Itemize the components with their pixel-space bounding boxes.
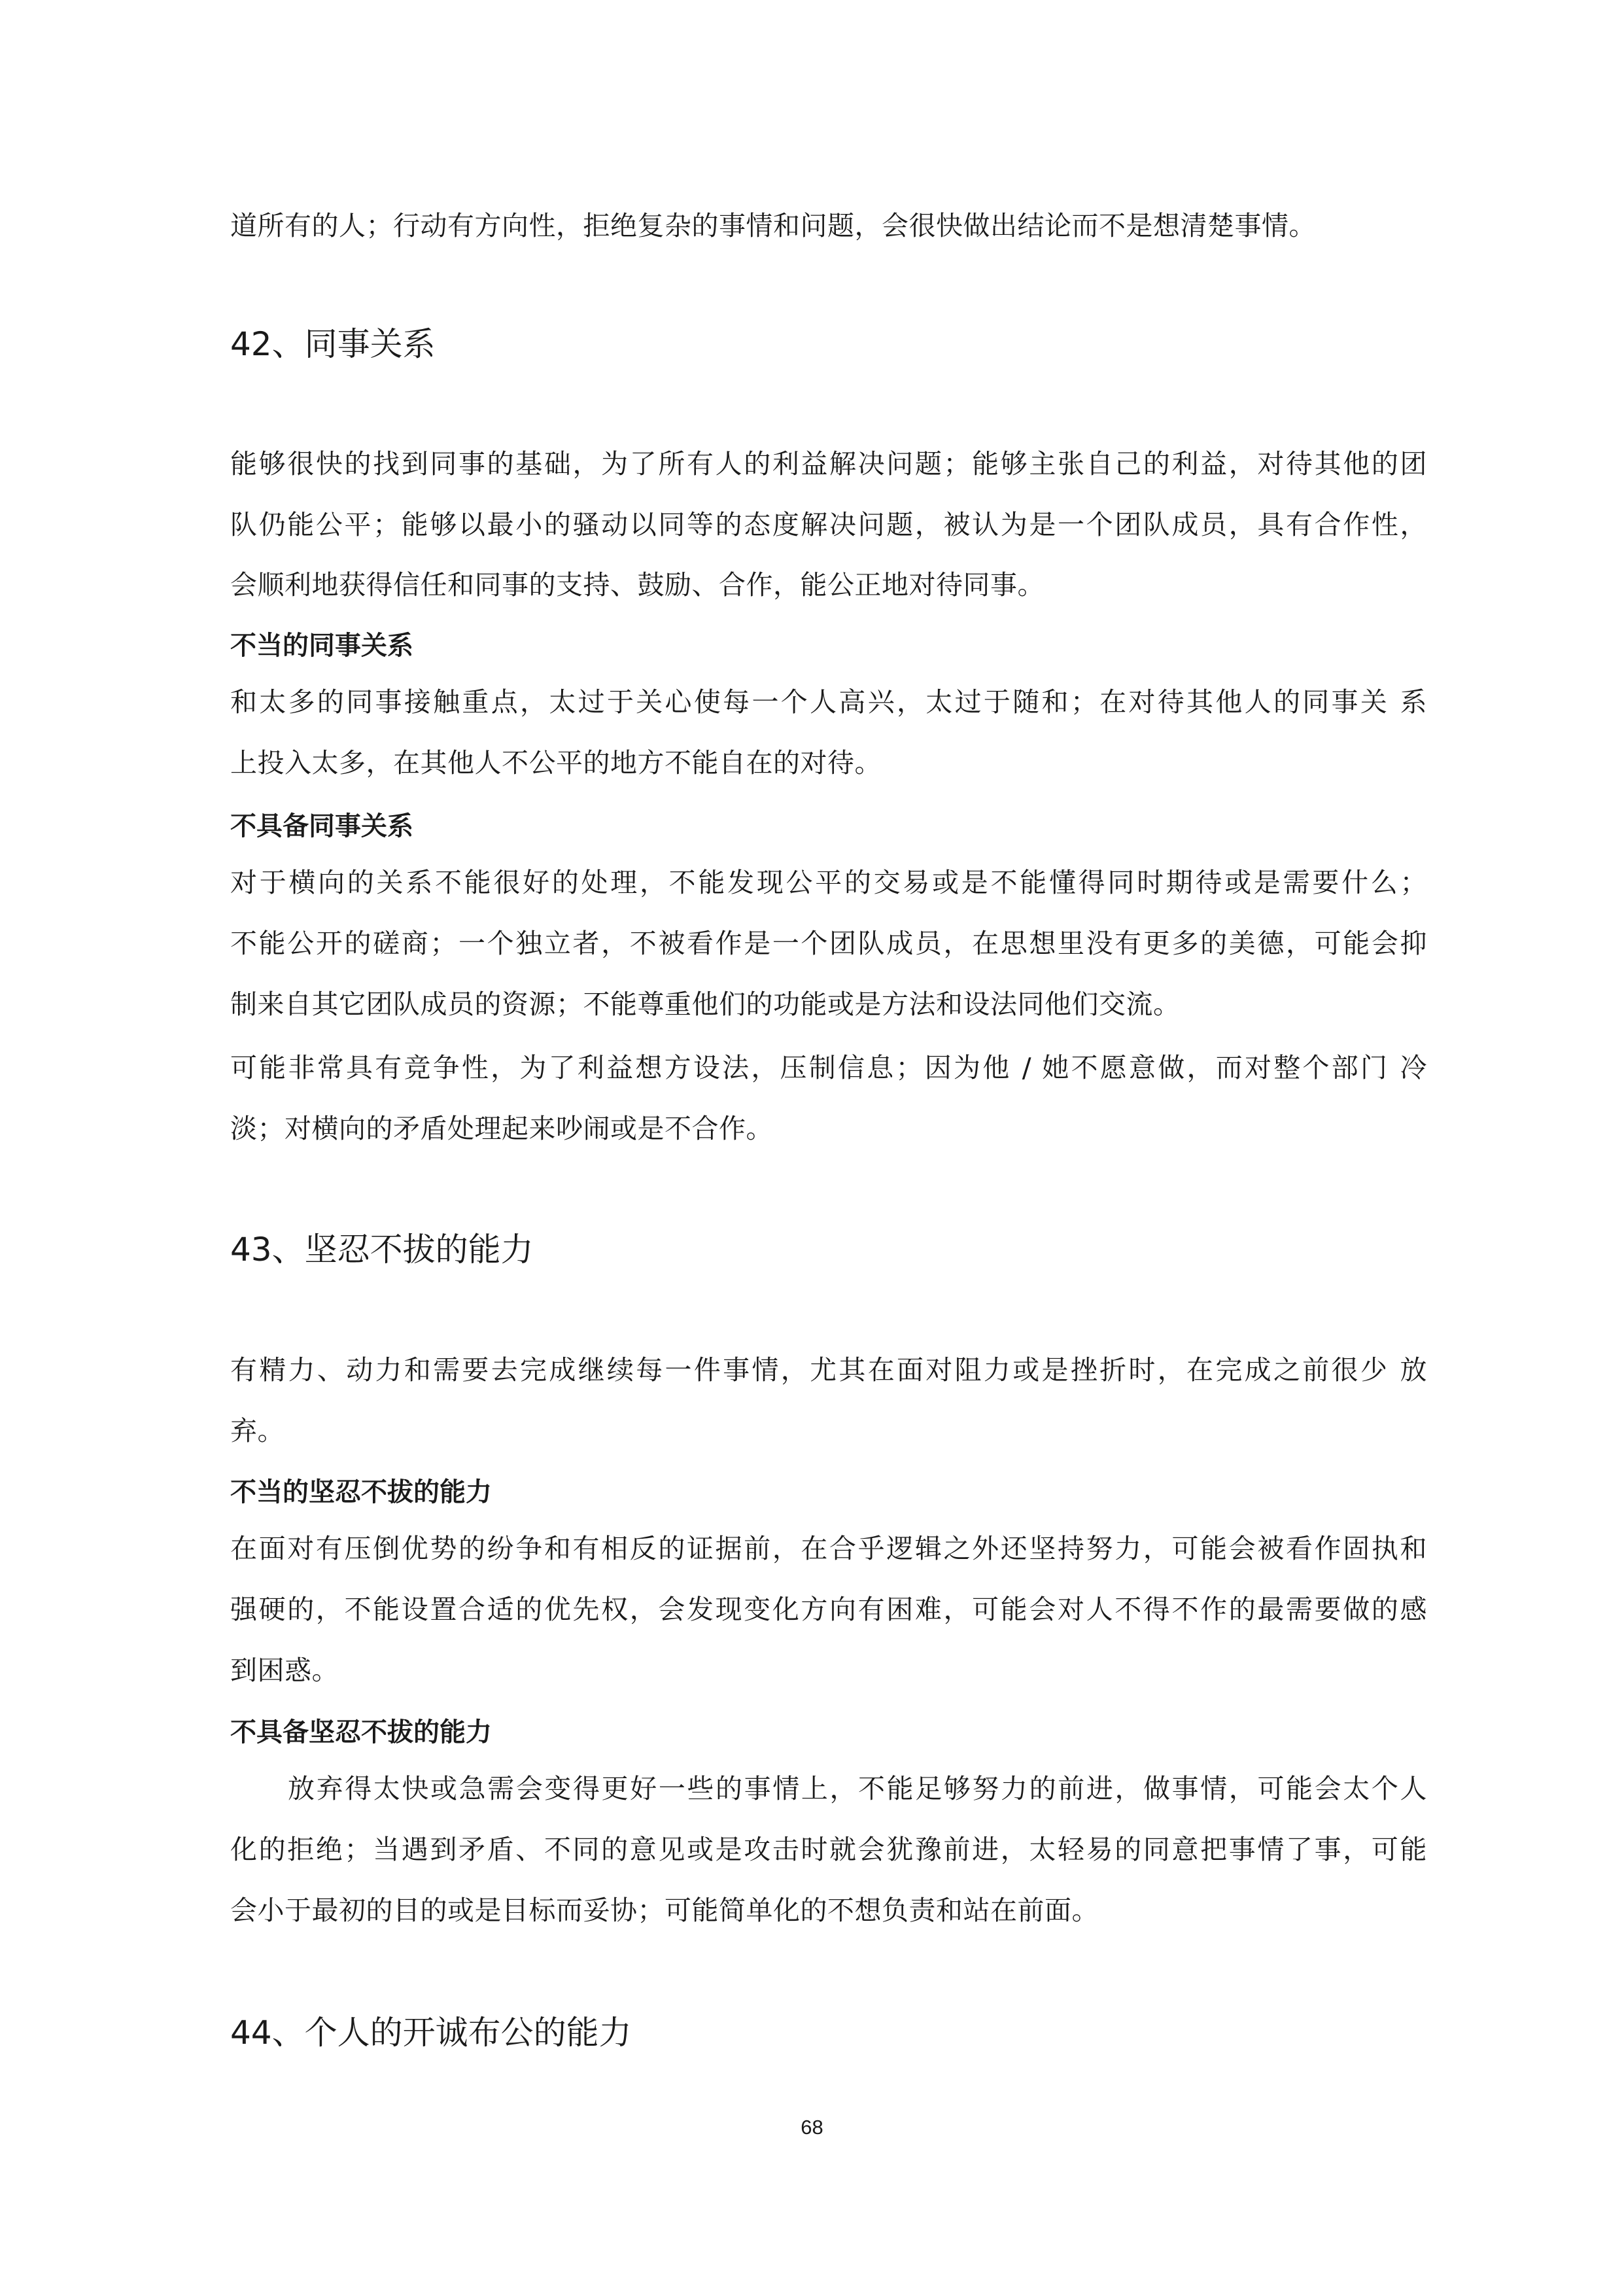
section-42-lacking-line-1: 对于横向的关系不能很好的处理，不能发现公平的交易或是不能懂得同时期待或是需要什么； bbox=[230, 867, 1427, 898]
section-43-lacking-line-3: 会小于最初的目的或是目标而妥协；可能简单化的不想负责和站在前面。 bbox=[230, 1895, 1099, 1926]
section-42-lacking2-line-2: 淡；对横向的矛盾处理起来吵闹或是不合作。 bbox=[230, 1113, 773, 1144]
section-43-heading: 43、坚忍不拔的能力 bbox=[230, 1231, 534, 1269]
section-43-subheading-improper: 不当的坚忍不拔的能力 bbox=[230, 1477, 492, 1507]
section-43-lacking-line-1: 放弃得太快或急需会变得更好一些的事情上，不能足够努力的前进，做事情，可能会太个人 bbox=[288, 1773, 1427, 1804]
section-43-subheading-lacking: 不具备坚忍不拔的能力 bbox=[230, 1717, 492, 1747]
section-44-heading: 44、个人的开诚布公的能力 bbox=[230, 2014, 632, 2052]
section-43-lacking-line-2: 化的拒绝；当遇到矛盾、不同的意见或是攻击时就会犹豫前进，太轻易的同意把事情了事，可能 bbox=[230, 1834, 1427, 1865]
section-42-lacking-line-2: 不能公开的磋商；一个独立者，不被看作是一个团队成员，在思想里没有更多的美德，可能会抑 bbox=[230, 928, 1427, 959]
section-43-para-line-2: 弃。 bbox=[230, 1415, 285, 1446]
section-42-subheading-lacking: 不具备同事关系 bbox=[230, 811, 413, 841]
section-42-lacking-line-3: 制来自其它团队成员的资源；不能尊重他们的功能或是方法和设法同他们交流。 bbox=[230, 989, 1181, 1020]
section-42-heading: 42、同事关系 bbox=[230, 325, 436, 363]
section-42-para-line-2: 队仍能公平；能够以最小的骚动以同等的态度解决问题，被认为是一个团队成员，具有合作性， bbox=[230, 509, 1427, 540]
section-42-para-line-3: 会顺利地获得信任和同事的支持、鼓励、合作，能公正地对待同事。 bbox=[230, 569, 1045, 601]
section-42-improper-line-1: 和太多的同事接触重点，太过于关心使每一个人高兴，太过于随和；在对待其他人的同事关 系 bbox=[230, 686, 1427, 718]
section-42-improper-line-2: 上投入太多，在其他人不公平的地方不能自在的对待。 bbox=[230, 747, 882, 779]
section-43-para-line-1: 有精力、动力和需要去完成继续每一件事情，尤其在面对阻力或是挫折时，在完成之前很少 放 bbox=[230, 1354, 1427, 1386]
section-43-improper-line-2: 强硬的，不能设置合适的优先权，会发现变化方向有困难，可能会对人不得不作的最需要做的感 bbox=[230, 1594, 1427, 1625]
section-43-improper-line-1: 在面对有压倒优势的纷争和有相反的证据前，在合乎逻辑之外还坚持努力，可能会被看作固执和 bbox=[230, 1533, 1427, 1564]
section-42-lacking2-line-1: 可能非常具有竞争性，为了利益想方设法，压制信息；因为他 / 她不愿意做，而对整个部门 冷 bbox=[230, 1052, 1427, 1083]
section-42-subheading-improper: 不当的同事关系 bbox=[230, 631, 413, 661]
section-42-para-line-1: 能够很快的找到同事的基础，为了所有人的利益解决问题；能够主张自己的利益，对待其他的团 bbox=[230, 448, 1427, 480]
page-number: 68 bbox=[801, 2116, 823, 2139]
section-43-improper-line-3: 到困惑。 bbox=[230, 1655, 339, 1686]
intro-line-1: 道所有的人；行动有方向性，拒绝复杂的事情和问题，会很快做出结论而不是想清楚事情。 bbox=[230, 210, 1316, 241]
